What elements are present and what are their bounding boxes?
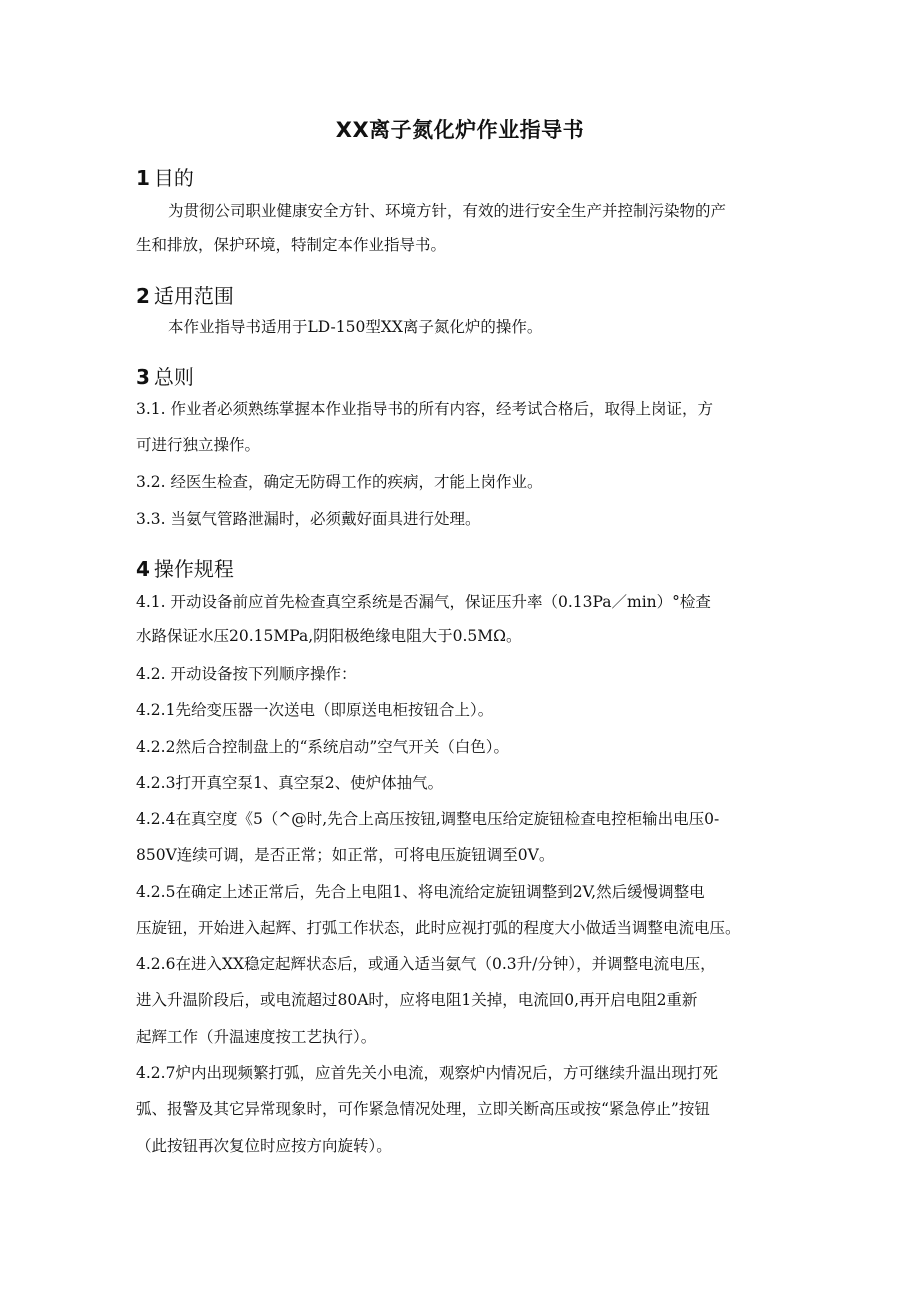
section-label: 操作规程 (153, 557, 234, 581)
section-number: 2 (136, 284, 150, 308)
paragraph-line: 4.2. 开动设备按下列顺序操作： (136, 665, 357, 683)
paragraph-line: 4.2.7炉内出现频繁打弧，应首先关小电流，观察炉内情况后，方可继续升温出现打死 (136, 1064, 718, 1082)
section-heading-general (136, 361, 194, 390)
section-number: 1 (136, 166, 150, 190)
section-heading-scope (136, 280, 234, 309)
paragraph-line: 3.3. 当氨气管路泄漏时，必须戴好面具进行处理。 (136, 510, 481, 528)
paragraph-line: 进入升温阶段后，或电流超过80A时，应将电阻1关掉，电流回0,再开启电阻2重新 (136, 991, 698, 1009)
paragraph-line: 4.2.4在真空度《5（^@时,先合上高压按钮,调整电压给定旋钮检查电控柜输出电压0- (136, 810, 720, 828)
paragraph-line: 生和排放，保护环境，特制定本作业指导书。 (136, 236, 447, 254)
paragraph-line: 4.2.1先给变压器一次送电（即原送电柜按钮合上）。 (136, 701, 494, 719)
paragraph-line: 压旋钮，开始进入起辉、打弧工作状态，此时应视打弧的程度大小做适当调整电流电压。 (136, 919, 741, 937)
paragraph-line: 4.2.5在确定上述正常后，先合上电阻1、将电流给定旋钮调整到2V,然后缓慢调整电 (136, 883, 705, 901)
paragraph-line: 可进行独立操作。 (136, 436, 261, 454)
paragraph-line: 为贯彻公司职业健康安全方针、环境方针，有效的进行安全生产并控制污染物的产 (168, 202, 727, 220)
section-label: 目的 (153, 166, 194, 190)
paragraph-line: 本作业指导书适用于LD-150型XX离子氮化炉的操作。 (168, 318, 543, 336)
section-number: 4 (136, 557, 150, 581)
paragraph-line: 弧、报警及其它异常现象时，可作紧急情况处理，立即关断高压或按“紧急停止”按钮 (136, 1100, 710, 1118)
section-label: 总则 (153, 365, 194, 389)
paragraph-line: 起辉工作（升温速度按工艺执行）。 (136, 1028, 377, 1046)
paragraph-line: （此按钮再次复位时应按方向旋转）。 (136, 1137, 392, 1155)
paragraph-line: 3.2. 经医生检查，确定无防碍工作的疾病，才能上岗作业。 (136, 473, 543, 491)
paragraph-line: 3.1. 作业者必须熟练掌握本作业指导书的所有内容，经考试合格后，取得上岗证，方 (136, 400, 714, 418)
paragraph-line: 4.2.6在进入XX稳定起辉状态后，或通入适当氨气（0.3升/分钟），并调整电流电压， (136, 955, 716, 973)
section-heading-purpose (136, 162, 194, 191)
paragraph-line: 4.2.3打开真空泵1、真空泵2、使炉体抽气。 (136, 774, 444, 792)
paragraph-line: 4.1. 开动设备前应首先检查真空系统是否漏气，保证压升率（0.13Pa／min）°检查 (136, 593, 711, 611)
section-label: 适用范围 (153, 284, 234, 308)
paragraph-line: 850V连续可调，是否正常；如正常，可将电压旋钮调至0V。 (136, 846, 555, 864)
paragraph-line: 4.2.2然后合控制盘上的“系统启动”空气开关（白色）。 (136, 738, 510, 756)
document-title: XX离子氮化炉作业指导书 (335, 118, 585, 142)
paragraph-line: 水路保证水压20.15MPa,阴阳极绝缘电阻大于0.5MΩ。 (136, 627, 522, 645)
section-number: 3 (136, 365, 150, 389)
section-heading-procedure (136, 553, 234, 582)
